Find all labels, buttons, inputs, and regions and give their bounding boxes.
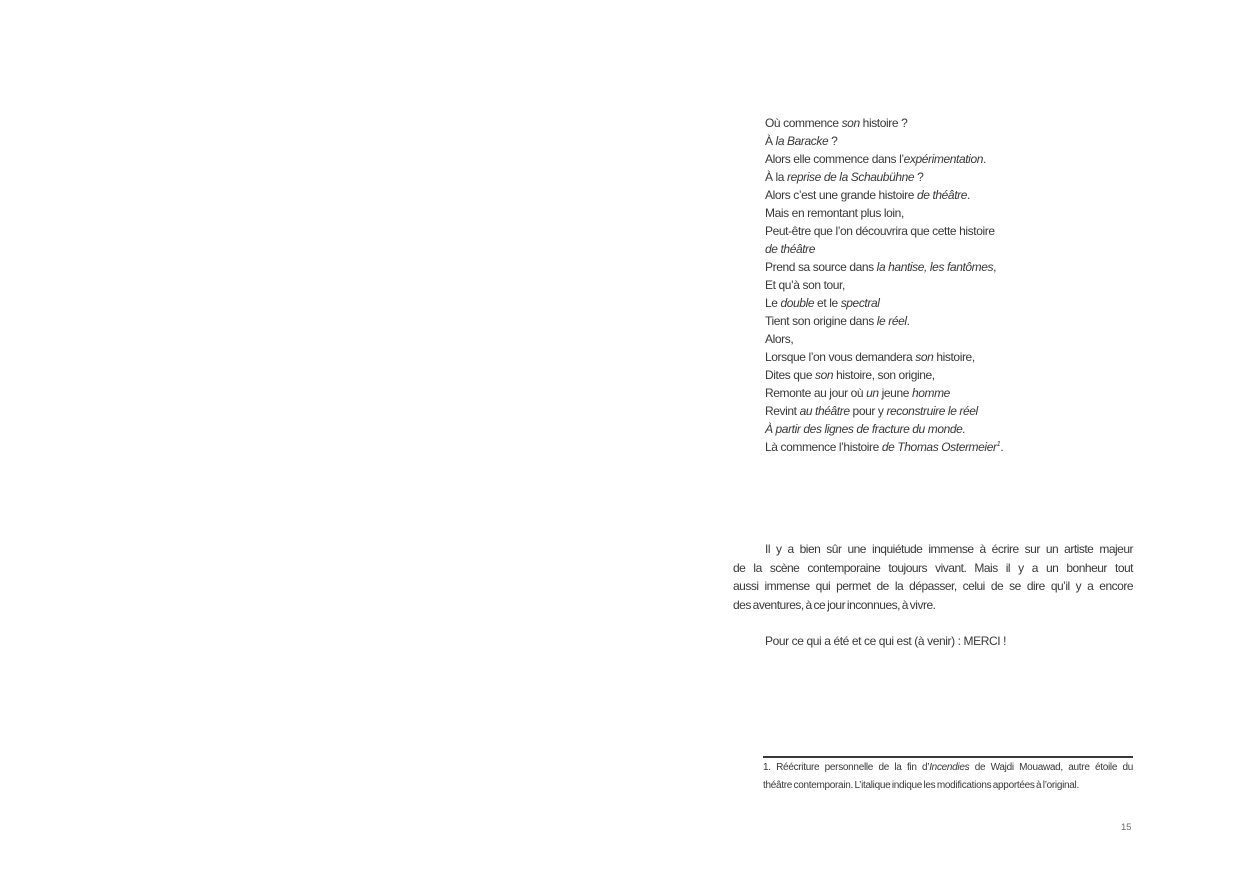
essay-line: aussi immense qui permet de la dépasser, celui de se dire qu’il y a encore xyxy=(733,579,1133,593)
poem-line: Prend sa source dans la hantise, les fantômes, xyxy=(765,260,997,274)
poem-line: Peut-être que l’on découvrira que cette histoire xyxy=(765,224,995,238)
poem-line: Alors elle commence dans l’expérimentation. xyxy=(765,152,986,166)
essay-line: des aventures, à ce jour inconnues, à vivre. xyxy=(733,597,936,612)
poem-line: de théâtre xyxy=(765,242,816,256)
footnote xyxy=(763,759,1133,795)
footnote-line: 1. Réécriture personnelle de la fin d’Incendies de Wajdi Mouawad, autre étoile du xyxy=(763,762,1133,773)
poem-line: Et qu’à son tour, xyxy=(765,278,845,292)
poem-line: Dites que son histoire, son origine, xyxy=(765,368,935,382)
poem-line: Mais en remontant plus loin, xyxy=(765,206,904,220)
footnote-line: théâtre contemporain. L’italique indique les modifications apportées à l’original. xyxy=(763,780,1079,791)
poem-line: À la reprise de la Schaubühne ? xyxy=(765,170,924,184)
poem-line: Où commence son histoire ? xyxy=(765,116,908,130)
poem-line: Là commence l’histoire de Thomas Ostermeier$^1$. xyxy=(765,439,1004,454)
poem-line: Alors, xyxy=(765,332,794,346)
poem-line: Revint au théâtre pour y reconstruire le réel xyxy=(765,404,978,418)
poem-line: Remonte au jour où un jeune homme xyxy=(765,386,950,400)
page-number: 15 xyxy=(1121,822,1132,833)
poem-line: À partir des lignes de fracture du monde. xyxy=(765,422,966,436)
footnote-ref: 1 xyxy=(996,439,1001,448)
footnote-rule xyxy=(763,756,1133,758)
essay-paragraph xyxy=(733,540,1133,614)
poem-line: Le double et le spectral xyxy=(765,296,880,310)
poem-line: À la Baracke ? xyxy=(765,134,838,148)
poem xyxy=(765,114,1003,456)
essay-line: de la scène contemporaine toujours vivant. Mais il y a un bonheur tout xyxy=(733,560,1133,575)
essay-line: Il y a bien sûr une inquiétude immense à écrire sur un artiste majeur xyxy=(765,542,1133,556)
thanks-line: Pour ce qui a été et ce qui est (à venir) : MERCI ! xyxy=(765,634,1007,648)
poem-line: Lorsque l’on vous demandera son histoire, xyxy=(765,350,975,364)
poem-line: Tient son origine dans le réel. xyxy=(765,314,910,328)
poem-line: Alors c’est une grande histoire de théâtre. xyxy=(765,188,970,202)
